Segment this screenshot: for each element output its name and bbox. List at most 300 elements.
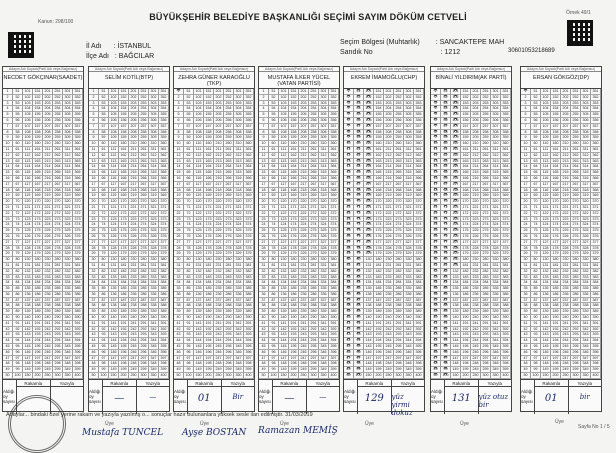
tally-cell: 25 [521, 228, 531, 234]
tally-grid [344, 89, 424, 380]
tally-cell: 203 [561, 101, 571, 107]
tally-cell: 175 [119, 228, 129, 234]
tally-cell: 290 [53, 315, 63, 321]
tally-cell: 11 ✕ [344, 147, 354, 153]
tally-cell: 223 [561, 217, 571, 223]
tally-cell: 63 [99, 159, 109, 165]
tally-cell: 163 [119, 159, 129, 165]
tally-cell: 272 [481, 211, 491, 217]
tally-cell: 267 [394, 182, 404, 188]
tally-cell: 60 ✕ [354, 141, 364, 147]
tally-cell: 18 [3, 188, 13, 194]
tally-cell: 347 [491, 356, 501, 362]
written-label: Yazıyla [569, 380, 602, 387]
tally-cell: 47 [521, 356, 531, 362]
tally-cell: 96 [269, 350, 279, 356]
tally-cell: 240 [384, 315, 394, 321]
tally-cell: 304 [319, 106, 329, 112]
tally-cell: 20 [259, 199, 269, 205]
tally-cell: 241 [299, 321, 309, 327]
tally-cell: 190 [119, 315, 129, 321]
tally-cell: 48 [3, 361, 13, 367]
tally-cell: 137 [541, 298, 551, 304]
tally-cell: 269 [481, 193, 491, 199]
tally-cell: 152 [551, 95, 561, 101]
tally-cell: 7 [3, 124, 13, 130]
tally-cell: 306 [319, 118, 329, 124]
tally-cell: 364 [244, 164, 254, 170]
tally-cell: 64 [13, 164, 23, 170]
tally-cell: 331 [581, 263, 591, 269]
tally-cell: 366 [414, 176, 424, 182]
tally-cell: 102 [541, 95, 551, 101]
tally-cell: 349 [63, 367, 73, 373]
tally-cell: 326 [63, 234, 73, 240]
tally-cell: 317 [234, 182, 244, 188]
tally-cell: 384 [73, 280, 83, 286]
tally-cell: 227 [471, 240, 481, 246]
tally-cell: 378 [73, 246, 83, 252]
tally-cell: 160 [289, 141, 299, 147]
tally-cell: 129 [23, 251, 33, 257]
tally-cell: 128 ✕ [364, 246, 374, 252]
tally-cell: 102 ✕ [451, 95, 461, 101]
tally-cell: 49 ✕ [344, 367, 354, 373]
tally-cell: 98 [13, 361, 23, 367]
tally-cell: 168 [119, 188, 129, 194]
tally-cell: 205 [471, 112, 481, 118]
tally-cell: 198 [204, 361, 214, 367]
tally-cell: 274 [394, 222, 404, 228]
tally-cell: 151 [119, 89, 129, 95]
tally-cell: 165 [374, 170, 384, 176]
tally-cell: 171 [551, 205, 561, 211]
tally-cell: 117 [194, 182, 204, 188]
tally-cell: 162 [119, 153, 129, 159]
tally-cell: 358 [73, 130, 83, 136]
tally-cell: 383 [591, 275, 601, 281]
tally-cell: 335 [491, 286, 501, 292]
tally-cell: 203 [214, 101, 224, 107]
tally-cell: 305 [63, 112, 73, 118]
tally-cell: 25 [174, 228, 184, 234]
tally-cell: 229 [471, 251, 481, 257]
tally-cell: 54 [531, 106, 541, 112]
tally-cell: 297 [224, 356, 234, 362]
tally-cell: 314 [491, 164, 501, 170]
tally-cell: 38 ✕ [431, 303, 441, 309]
tally-cell: 194 [289, 338, 299, 344]
tally-cell: 272 [394, 211, 404, 217]
tally-cell: 218 [129, 188, 139, 194]
tally-cell: 228 [43, 246, 53, 252]
tally-cell: 149 [279, 367, 289, 373]
tally-cell: 146 [194, 350, 204, 356]
tally-cell: 23 ✕ [344, 217, 354, 223]
tally-cell: 316 [491, 176, 501, 182]
candidate-name: MUSTAFA İLKER YÜCEL (VATAN PARTİSİ) [267, 75, 331, 87]
tally-cell: 89 ✕ [441, 309, 451, 315]
tally-cell: 328 [581, 246, 591, 252]
tally-cell: 2 [259, 95, 269, 101]
tally-cell: 392 [244, 327, 254, 333]
tally-cell: 243 [561, 332, 571, 338]
tally-cell: 211 [299, 147, 309, 153]
tally-cell: 294 [309, 338, 319, 344]
tally-cell: 263 [481, 159, 491, 165]
tally-cell: 299 [481, 367, 491, 373]
tally-cell: 5 [174, 112, 184, 118]
received-label: Aldığı oy sayısı [431, 380, 445, 414]
tally-cell: 213 [214, 159, 224, 165]
tally-cell: 105 [23, 112, 33, 118]
tally-cell: 254 [224, 106, 234, 112]
tally-cell: 131 [364, 263, 374, 269]
tally-cell: 178 [461, 246, 471, 252]
tally-cell: 14 ✕ [344, 164, 354, 170]
document-number: 30601053218689 [508, 48, 555, 54]
tally-cell: 45 [89, 344, 99, 350]
tally-cell: 37 [259, 298, 269, 304]
numeric-label: Rakamla [535, 380, 568, 387]
tally-cell: 171 [374, 205, 384, 211]
tally-cell: 301 [319, 89, 329, 95]
tally-cell: 276 [309, 234, 319, 240]
tally-cell: 12 [259, 153, 269, 159]
tally-cell: 7 [259, 124, 269, 130]
tally-cell: 99 [13, 367, 23, 373]
tally-cell: 22 [259, 211, 269, 217]
tally-cell: 137 [194, 298, 204, 304]
tally-cell: 7 [174, 124, 184, 130]
tally-cell: 164 [374, 164, 384, 170]
tally-cell: 286 [309, 292, 319, 298]
tally-cell: 189 [461, 309, 471, 315]
tally-cell: 192 [461, 327, 471, 333]
tally-cell: 212 [214, 153, 224, 159]
tally-cell: 378 [591, 246, 601, 252]
tally-cell: 127 [541, 240, 551, 246]
tally-cell: 368 [244, 188, 254, 194]
tally-cell: 207 [561, 124, 571, 130]
tally-cell: 116 [109, 176, 119, 182]
received-label: Aldığı oy sayısı [344, 380, 358, 414]
tally-cell: 233 [384, 275, 394, 281]
tally-cell: 134 [541, 280, 551, 286]
tally-cell: 343 [581, 332, 591, 338]
tally-cell: 366 [501, 176, 511, 182]
tally-cell: 226 [384, 234, 394, 240]
tally-cell: 34 [521, 280, 531, 286]
tally-cell: 380 [244, 257, 254, 263]
tally-cell: 94 ✕ [441, 338, 451, 344]
tally-cell: 84 ✕ [441, 280, 451, 286]
tally-cell: 181 [289, 263, 299, 269]
tally-cell: 234 [129, 280, 139, 286]
tally-cell: 59 [531, 135, 541, 141]
tally-cell: 141 [109, 321, 119, 327]
tally-cell: 19 [89, 193, 99, 199]
tally-cell: 394 [591, 338, 601, 344]
tally-cell: 79 [184, 251, 194, 257]
tally-cell: 140 [23, 315, 33, 321]
tally-cell: 217 [471, 182, 481, 188]
tally-cell: 124 [109, 222, 119, 228]
tally-cell: 30 ✕ [431, 257, 441, 263]
tally-cell: 95 ✕ [354, 344, 364, 350]
tally-cell: 177 [204, 240, 214, 246]
tally-cell: 308 [63, 130, 73, 136]
tally-cell: 271 [139, 205, 149, 211]
tally-cell: 224 [214, 222, 224, 228]
tally-cell: 147 [109, 356, 119, 362]
tally-cell: 384 [591, 280, 601, 286]
tally-cell: 384 [501, 280, 511, 286]
tally-cell: 253 [139, 101, 149, 107]
tally-cell: 77 [99, 240, 109, 246]
tally-cell: 239 [561, 309, 571, 315]
tally-cell: 358 [591, 130, 601, 136]
tally-cell: 299 [139, 367, 149, 373]
tally-cell: 161 [374, 147, 384, 153]
tally-cell: 11 [521, 147, 531, 153]
tally-cell: 314 [404, 164, 414, 170]
tally-cell: 339 [404, 309, 414, 315]
tally-cell: 177 [289, 240, 299, 246]
tally-cell: 17 [259, 182, 269, 188]
tally-cell: 163 [374, 159, 384, 165]
tally-cell: 370 [73, 199, 83, 205]
tally-cell: 277 [53, 240, 63, 246]
tally-cell: 375 [591, 228, 601, 234]
tally-cell: 124 ✕ [451, 222, 461, 228]
tally-cell: 354 [159, 106, 169, 112]
tally-cell: 344 [491, 338, 501, 344]
tally-cell: 315 [491, 170, 501, 176]
tally-cell: 355 [414, 112, 424, 118]
tally-cell: 4 [521, 106, 531, 112]
tally-cell: 10 ✕ [344, 141, 354, 147]
tally-cell: 325 [319, 228, 329, 234]
tally-cell: 209 [214, 135, 224, 141]
tally-cell: 362 [73, 153, 83, 159]
tally-cell: 322 [581, 211, 591, 217]
tally-cell: 187 [119, 298, 129, 304]
tally-cell: 293 [53, 332, 63, 338]
tally-cell: 35 [259, 286, 269, 292]
tally-cell: 376 [329, 234, 339, 240]
tally-cell: 390 [159, 315, 169, 321]
tally-cell: 289 [224, 309, 234, 315]
tally-cell: 196 [461, 350, 471, 356]
tally-cell: 67 [99, 182, 109, 188]
tally-cell: 396 [244, 350, 254, 356]
tally-cell: 65 ✕ [354, 170, 364, 176]
tally-cell: 161 [204, 147, 214, 153]
tally-cell: 198 [119, 361, 129, 367]
tally-cell: 395 [414, 344, 424, 350]
tally-cell: 236 [384, 292, 394, 298]
tally-cell: 215 [129, 170, 139, 176]
tally-cell: 318 [319, 188, 329, 194]
tally-cell: 318 [63, 188, 73, 194]
tally-cell: 302 [319, 95, 329, 101]
tally-cell: 304 [491, 106, 501, 112]
tally-cell: 241 [384, 321, 394, 327]
tally-cell: 378 [159, 246, 169, 252]
tally-cell: 140 [451, 315, 461, 321]
tally-cell: 2 ✕ [344, 95, 354, 101]
tally-cell: 291 [481, 321, 491, 327]
tally-cell: 194 [551, 338, 561, 344]
tally-cell: 314 [63, 164, 73, 170]
tally-cell: 191 [374, 321, 384, 327]
tally-cell: 160 [119, 141, 129, 147]
tally-cell: 12 [174, 153, 184, 159]
tally-cell: 49 [259, 367, 269, 373]
tally-cell: 106 [23, 118, 33, 124]
tally-cell: 172 [204, 211, 214, 217]
tally-cell: 71 [99, 205, 109, 211]
tally-cell: 316 [63, 176, 73, 182]
tally-cell: 371 [159, 205, 169, 211]
tally-cell: 179 [551, 251, 561, 257]
tally-cell: 16 ✕ [344, 176, 354, 182]
tally-cell: 23 [521, 217, 531, 223]
tally-cell: 302 [63, 95, 73, 101]
tally-cell: 9 [259, 135, 269, 141]
candidate-box [258, 66, 340, 412]
tally-cell: 216 [129, 176, 139, 182]
tally-cell: 90 [99, 315, 109, 321]
tally-cell: 280 [139, 257, 149, 263]
tally-cell: 273 [53, 217, 63, 223]
tally-cell: 330 [319, 257, 329, 263]
tally-cell: 68 [531, 188, 541, 194]
tally-cell: 348 [149, 361, 159, 367]
tally-cell: 72 [13, 211, 23, 217]
numeric-value: 01 [544, 392, 558, 404]
tally-cell: 348 [234, 361, 244, 367]
tally-cell: 149 [194, 367, 204, 373]
tally-cell: 107 [279, 124, 289, 130]
tally-cell: 253 [309, 101, 319, 107]
tally-cell: 397 [501, 356, 511, 362]
tally-cell: 125 ✕ [451, 228, 461, 234]
tally-cell: 259 [309, 135, 319, 141]
tally-cell: 101 [23, 89, 33, 95]
tally-cell: 311 [491, 147, 501, 153]
tally-cell: 28 [259, 246, 269, 252]
tally-cell: 365 [73, 170, 83, 176]
tally-cell: 220 [471, 199, 481, 205]
tally-cell: 297 [309, 356, 319, 362]
tally-cell: 88 [184, 303, 194, 309]
tally-cell: 277 [394, 240, 404, 246]
tally-cell: 183 [204, 275, 214, 281]
tally-cell: 30 [521, 257, 531, 263]
tally-cell: 277 [139, 240, 149, 246]
tally-cell: 310 [63, 141, 73, 147]
tally-cell: 116 ✕ [364, 176, 374, 182]
tally-cell: 107 [23, 124, 33, 130]
tally-cell: 321 [491, 205, 501, 211]
tally-cell: 264 [139, 164, 149, 170]
tally-cell: 164 [204, 164, 214, 170]
tally-cell: 57 [531, 124, 541, 130]
tally-cell: 42 [521, 327, 531, 333]
tally-cell: 48 [521, 361, 531, 367]
tally-cell: 30 [89, 257, 99, 263]
tally-cell: 148 [194, 361, 204, 367]
tally-cell: 291 [394, 321, 404, 327]
tally-cell: 99 [99, 367, 109, 373]
tally-cell: 292 [139, 327, 149, 333]
tally-cell: 89 [531, 309, 541, 315]
tally-cell: 212 [384, 153, 394, 159]
tally-cell: 397 [159, 356, 169, 362]
tally-cell: 309 [491, 135, 501, 141]
tally-cell: 127 [23, 240, 33, 246]
tally-cell: 390 [591, 315, 601, 321]
tally-cell: 275 [139, 228, 149, 234]
tally-cell: 36 [3, 292, 13, 298]
tally-cell: 44 [89, 338, 99, 344]
tally-cell: 373 [591, 217, 601, 223]
tally-cell: 151 [204, 89, 214, 95]
tally-cell: 208 [384, 130, 394, 136]
tally-cell: 249 [214, 367, 224, 373]
tally-cell: 127 ✕ [451, 240, 461, 246]
tally-cell: 76 ✕ [354, 234, 364, 240]
tally-cell: 18 [89, 188, 99, 194]
tally-cell: 278 [394, 246, 404, 252]
tally-cell: 152 [119, 95, 129, 101]
tally-cell: 201 [384, 89, 394, 95]
tally-cell: 71 ✕ [441, 205, 451, 211]
tally-cell: 209 [43, 135, 53, 141]
tally-cell: 184 [204, 280, 214, 286]
candidate-box [173, 66, 255, 412]
tally-cell: 70 [99, 199, 109, 205]
tally-cell: 255 [224, 112, 234, 118]
tally-cell: 234 [561, 280, 571, 286]
tally-cell: 371 [329, 205, 339, 211]
tally-cell: 381 [73, 263, 83, 269]
tally-cell: 238 [214, 303, 224, 309]
tally-cell: 186 [551, 292, 561, 298]
tally-cell: 77 [269, 240, 279, 246]
tally-cell: 208 [129, 130, 139, 136]
tally-cell: 305 [491, 112, 501, 118]
tally-cell: 222 [299, 211, 309, 217]
tally-cell: 168 [551, 188, 561, 194]
tally-cell: 62 ✕ [441, 153, 451, 159]
tally-cell: 324 [234, 222, 244, 228]
tally-cell: 258 [481, 130, 491, 136]
tally-cell: 74 [531, 222, 541, 228]
tally-cell: 390 [414, 315, 424, 321]
tally-cell: 282 [309, 269, 319, 275]
tally-cell: 161 [551, 147, 561, 153]
tally-cell: 331 [149, 263, 159, 269]
tally-cell: 32 ✕ [344, 269, 354, 275]
tally-cell: 254 [309, 106, 319, 112]
tally-cell: 57 [13, 124, 23, 130]
tally-cell: 46 ✕ [431, 350, 441, 356]
tally-cell: 360 [501, 141, 511, 147]
tally-cell: 72 [184, 211, 194, 217]
